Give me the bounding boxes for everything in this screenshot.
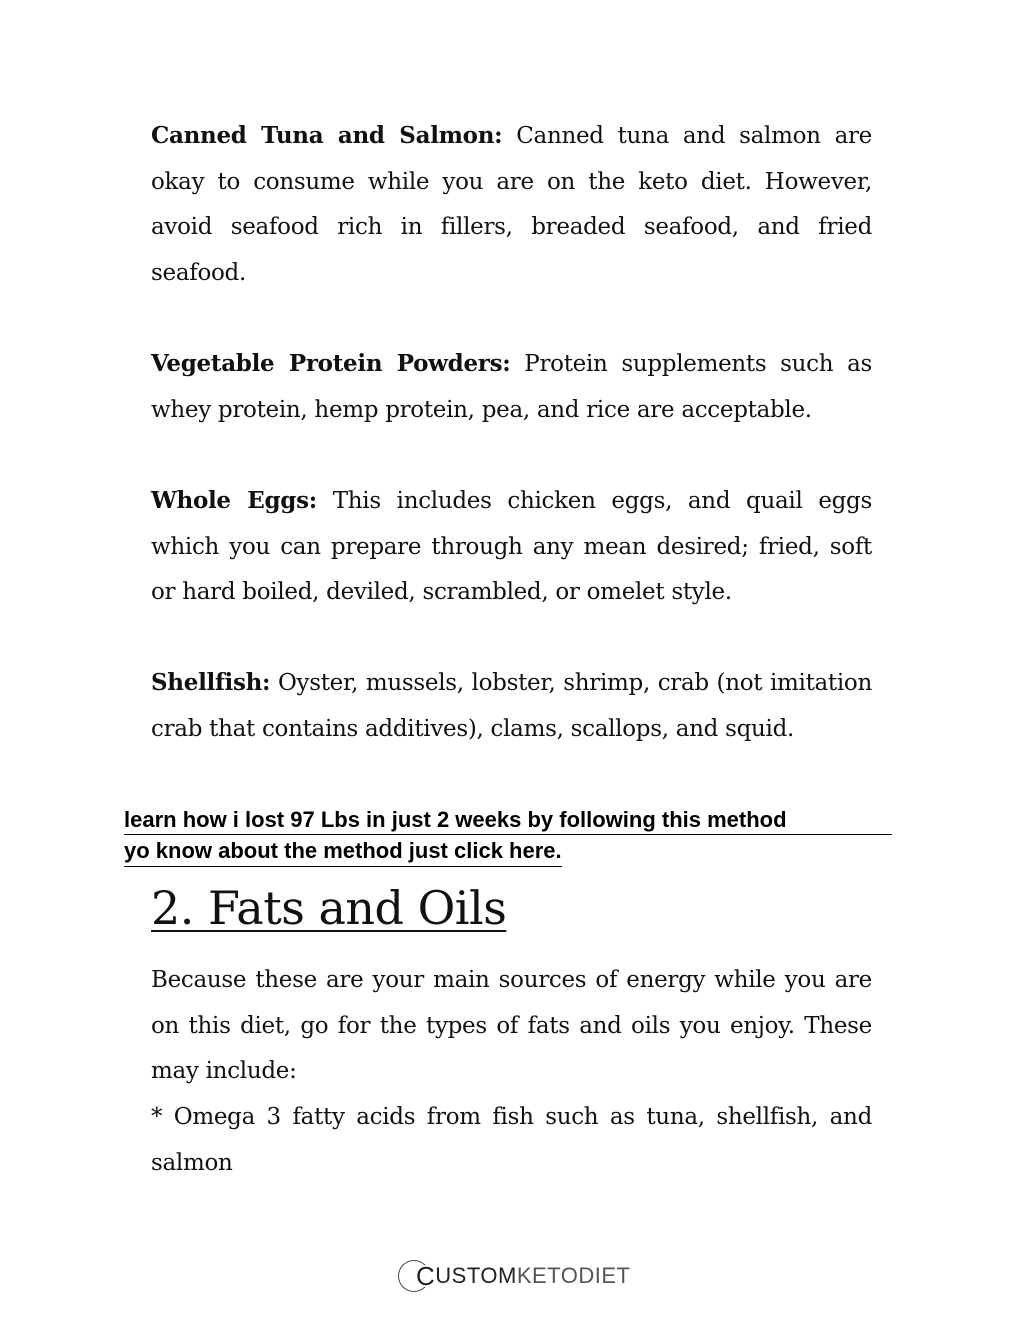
- protein-powders-title: Vegetable Protein Powders:: [151, 350, 511, 377]
- promo-link-line-1[interactable]: learn how i lost 97 Lbs in just 2 weeks by following this method: [124, 806, 892, 835]
- promo-link[interactable]: [124, 806, 894, 867]
- logo-text-ketodiet: KETODIET: [516, 1263, 631, 1288]
- protein-powders-paragraph: [151, 341, 872, 433]
- canned-fish-body: Canned tuna and salmon are okay to consume while you are on the keto diet. However, avoid seafood rich in fillers, breaded seafood, and fried seafood.: [151, 123, 872, 286]
- whole-eggs-title: Whole Eggs:: [151, 487, 317, 514]
- shellfish-paragraph: [151, 660, 872, 752]
- fats-intro-paragraph: Because these are your main sources of energy while you are on this diet, go for the types of fats and oils you enjoy. These may include:: [151, 967, 872, 1084]
- shellfish-title: Shellfish:: [151, 669, 271, 696]
- fats-oils-heading: 2. Fats and Oils: [151, 881, 507, 935]
- fats-list-item: * Omega 3 fatty acids from fish such as tuna, shellfish, and salmon: [151, 1104, 872, 1176]
- whole-eggs-paragraph: [151, 478, 872, 616]
- promo-link-line-2[interactable]: yo know about the method just click here.: [124, 836, 562, 867]
- shellfish-body: Oyster, mussels, lobster, shrimp, crab (not imitation crab that contains additives), clams, scallops, and squid.: [151, 670, 872, 742]
- custom-keto-diet-logo: [398, 1256, 630, 1296]
- logo-text-custom: USTOM: [435, 1263, 517, 1288]
- protein-powders-body: Protein supplements such as whey protein, hemp protein, pea, and rice are acceptable.: [151, 351, 873, 423]
- logo-initial: C: [416, 1260, 436, 1291]
- whole-eggs-body: This includes chicken eggs, and quail eggs which you can prepare through any mean desired; fried, soft or hard boiled, deviled, scrambled, or omelet style.: [151, 488, 872, 605]
- canned-fish-title: Canned Tuna and Salmon:: [151, 122, 503, 149]
- canned-fish-paragraph: [151, 113, 872, 296]
